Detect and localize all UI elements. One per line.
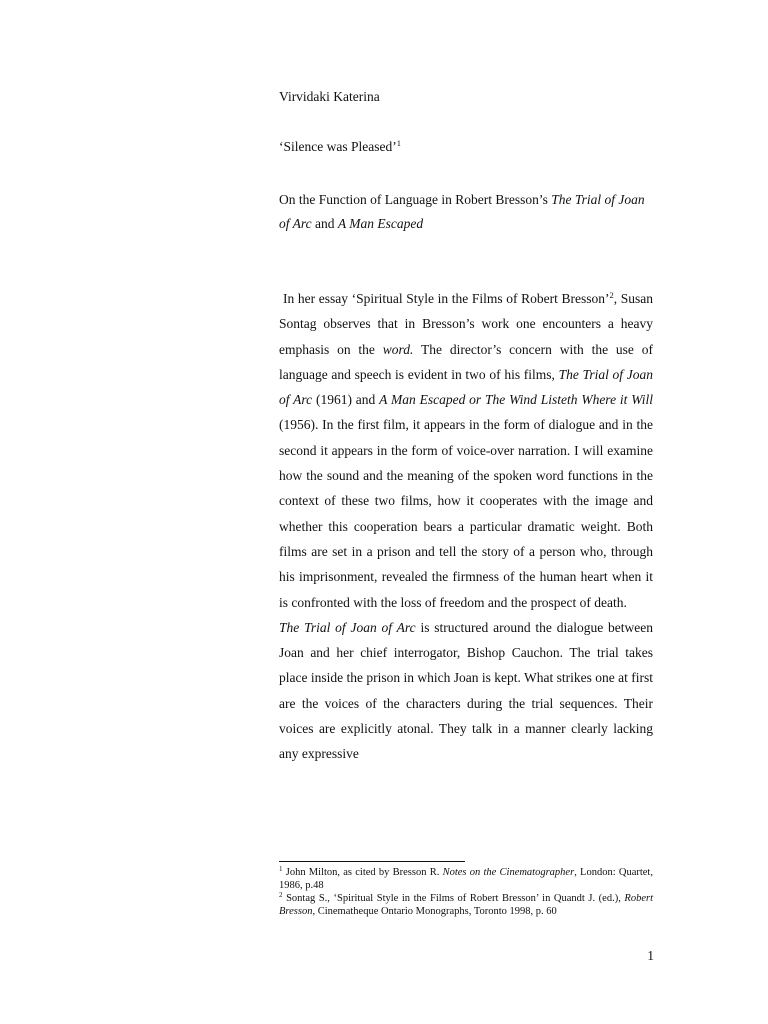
subtitle-film-1: The Trial of Joan of Arc xyxy=(279,192,645,231)
essay-title-text: ‘Silence was Pleased’ xyxy=(279,139,397,154)
p1-text-d: (1961) and xyxy=(312,392,380,408)
footnote-ref-2: 2 xyxy=(609,290,614,300)
footnote-1-number: 1 xyxy=(279,865,283,873)
essay-subtitle xyxy=(279,188,653,236)
footnote-2 xyxy=(279,892,653,918)
footnote-ref-1: 1 xyxy=(396,138,401,148)
page-number: 1 xyxy=(647,948,654,963)
footnotes xyxy=(279,866,653,918)
footnote-2-text-b: , Cinematheque Ontario Monographs, Toronto 1998, p. 60 xyxy=(312,906,557,917)
p1-word: word. xyxy=(382,341,414,357)
footnote-2-text-a: Sontag S., ‘Spiritual Style in the Films of Robert Bresson’ in Quandt J. (ed.), xyxy=(282,893,625,904)
p2-text: is structured around the dialogue between Joan and her chief interrogator, Bishop Cauchon. The trial takes place inside the prison in which Joan is kept. What strikes one at first are the voices of the characters during the trial sequences. Their voices are explicitly atonal. They talk in a manner clearly lacking any expressive xyxy=(279,619,653,762)
subtitle-lead: On the Function of Language in Robert Bresson’s xyxy=(279,192,552,207)
paragraph-2 xyxy=(279,615,653,767)
paragraph-1 xyxy=(279,286,653,615)
p1-text-a: In her essay ‘Spiritual Style in the Films of Robert Bresson’ xyxy=(283,291,610,306)
p1-film-2: A Man Escaped or The Wind Listeth Where it Will xyxy=(379,392,654,408)
footnote-separator xyxy=(279,861,465,862)
subtitle-and: and xyxy=(311,216,338,231)
p1-film-1: The Trial of Joan of Arc xyxy=(279,366,653,408)
p1-text-e: (1956). In the first film, it appears in the form of dialogue and in the second it appears in the form of voice-over narration. I will examine how the sound and the meaning of the spoken word functions in the context of these two films, how it cooperates with the image and whether this cooperation bears a particular dramatic weight. Both films are set in a prison and tell the story of a person who, through his imprisonment, revealed the firmness of the human heart when it is confronted with the loss of freedom and the prospect of death. xyxy=(279,417,653,610)
p1-text-b: , Susan Sontag observes that in Bresson’s work one encounters a heavy emphasis on the xyxy=(279,291,653,357)
footnote-2-title: Robert Bresson xyxy=(279,893,653,917)
footnote-1-text-a: John Milton, as cited by Bresson R. xyxy=(282,867,443,878)
footnote-1-text-b: , London: Quartet, 1986, p.48 xyxy=(279,867,653,891)
footnote-1 xyxy=(279,866,653,892)
p1-text-c: The director’s concern with the use of language and speech is evident in two of his films, xyxy=(279,341,653,382)
footnote-1-title: Notes on the Cinematographer xyxy=(442,867,575,878)
p2-film: The Trial of Joan of Arc xyxy=(279,619,416,635)
footnote-2-number: 2 xyxy=(279,891,283,899)
subtitle-film-2: A Man Escaped xyxy=(337,216,424,231)
body-text xyxy=(279,286,653,767)
essay-title xyxy=(279,138,653,155)
author-name: Virvidaki Katerina xyxy=(279,89,380,104)
